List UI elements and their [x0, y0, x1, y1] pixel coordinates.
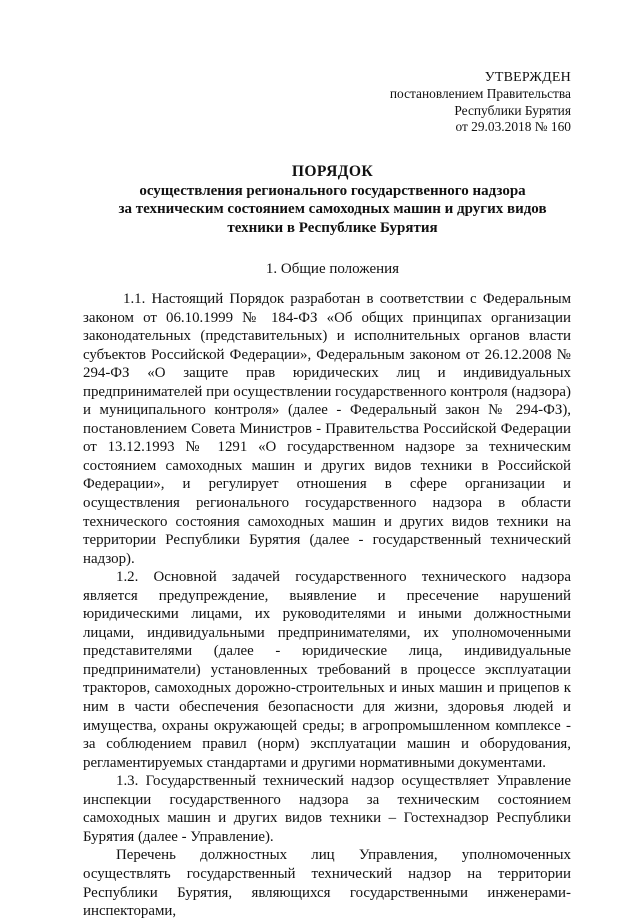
paragraph-1-1: 1.1. Настоящий Порядок разработан в соответствии с Федеральным законом от 06.10.1999 № 184-ФЗ «Об общих принципах организации законодательных (представительных) и исполнительных органов власти субъектов Российской Федерации», Федеральным законом от 26.12.2008 № 294-ФЗ «О защите прав юридических лиц и индивидуальных предпринимателей при осуществлении государственного контроля (надзора) и муниципального контроля» (далее - Федеральный закон № 294-ФЗ), постановлением Совета Министров - Правительства Российской Федерации от 13.12.1993 № 1291 «О государственном надзоре за техническим состоянием самоходных машин и других видов техники в Российской Федерации», и регулирует отношения в сфере организации и осуществления регионального государственного надзора в области технического состояния самоходных машин и других видов техники на территории Республики Бурятия (далее - государственный технический надзор).	[83, 291, 571, 567]
paragraph-1-3: 1.3. Государственный технический надзор осуществляет Управление инспекции государственного надзора за техническим состоянием самоходных машин и других видов техники – Гостехнадзор Республики Бурятия (далее - Управление).	[83, 773, 571, 845]
title-line-2: за техническим состоянием самоходных машин и других видов	[118, 201, 547, 218]
section-heading: 1. Общие положения	[265, 261, 400, 277]
approval-date-number: от 29.03.2018 № 160	[455, 119, 571, 135]
approval-region: Республики Бурятия	[454, 102, 571, 118]
document-body	[83, 290, 571, 921]
paragraph-officials-list: Перечень должностных лиц Управления, уполномоченных осуществлять государственный технический надзор на территории Республики Бурятия, являющихся государственными инженерами-инспекторами,	[83, 847, 571, 920]
paragraph-1-2: 1.2. Основной задачей государственного технического надзора является предупреждение, выявление и пресечение нарушений юридическими лицами, их руководителями и иными должностными лицами, индивидуальными предпринимателями, их уполномоченными представителями (далее - юридические лица, индивидуальные предприниматели) установленных требований в процессе эксплуатации тракторов, самоходных дорожно-строительных и иных машин и прицепов к ним в части обеспечения безопасности для жизни, здоровья людей и имущества, охраны окружающей среды; в агропромышленном комплексе - за соблюдением правил (норм) эксплуатации машин и оборудования, регламентируемых стандартами и другими нормативными документами.	[83, 569, 571, 771]
document-title	[95, 163, 570, 237]
approval-authority: постановлением Правительства	[389, 86, 571, 102]
approval-stamp	[390, 70, 571, 136]
approval-status: УТВЕРЖДЕН	[484, 70, 571, 85]
title-main: ПОРЯДОК	[291, 163, 374, 180]
title-line-3: техники в Республике Бурятия	[227, 219, 438, 236]
title-line-1: осуществления регионального государственного надзора	[139, 182, 526, 199]
